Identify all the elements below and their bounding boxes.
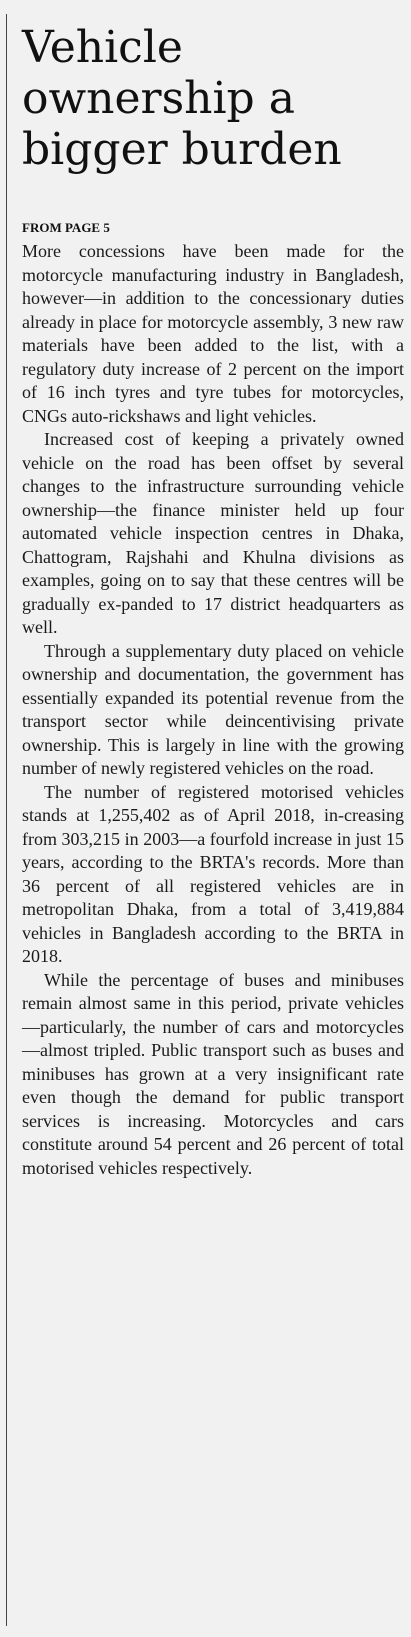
paragraph-2: Increased cost of keeping a privately owned vehicle on the road has been offset by several changes to the infrastructure surrounding vehicle ownership—the finance minister held up four automated vehicle inspection centres in Dhaka, Chattogram, Rajshahi and Khulna divisions as examples, going on to say that these centres will be gradually ex-panded to 17 district headquarters as well. — [22, 429, 404, 637]
article-body — [22, 240, 404, 1180]
paragraph-1: More concessions have been made for the motorcycle manufacturing industry in Bangladesh, however—in addition to the concessionary duties already in place for motorcycle assembly, 3 new raw materials have been added to the list, with a regulatory duty increase of 2 percent on the import of 16 inch tyres and tyre tubes for motorcycles, CNGs auto-rickshaws and light vehicles. — [22, 241, 404, 426]
headline-line-1: Vehicle — [22, 22, 183, 73]
article-headline — [22, 22, 407, 175]
column-rule — [6, 14, 7, 1626]
headline-line-3: bigger burden — [22, 124, 342, 175]
paragraph-3: Through a supplementary duty placed on vehicle ownership and documentation, the government has essentially expanded its potential revenue from the transport sector while deincentivising private ownership. This is largely in line with the growing number of newly registered vehicles on the road. — [22, 640, 404, 778]
paragraph-5: While the percentage of buses and minibuses remain almost same in this period, private vehicles—particularly, the number of cars and motorcycles—almost tripled. Public transport such as buses and minibuses has grown at a very insignificant rate even though the demand for public transport services is increasing. Motorcycles and cars constitute around 54 percent and 26 percent of total motorised vehicles respectively. — [22, 969, 404, 1178]
headline-line-2: ownership a — [22, 73, 295, 124]
paragraph-4: The number of registered motorised vehicles stands at 1,255,402 as of April 2018, in-creasing from 303,215 in 2003—a fourfold increase in just 15 years, according to the BRTA's records. More than 36 percent of all registered vehicles are in metropolitan Dhaka, from a total of 3,419,884 vehicles in Bangladesh according to the BRTA in 2018. — [22, 781, 404, 966]
dateline: FROM PAGE 5 — [22, 220, 110, 235]
